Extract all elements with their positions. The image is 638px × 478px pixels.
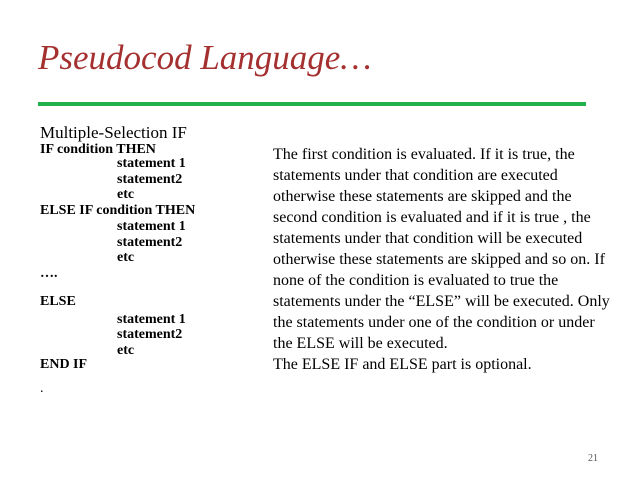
code-line: END IF xyxy=(40,357,88,372)
code-line: statement 1 xyxy=(117,312,186,327)
code-line: etc xyxy=(117,343,135,358)
section-heading: Multiple-Selection IF xyxy=(40,123,187,142)
code-line: statement 1 xyxy=(117,156,186,171)
explanation-paragraph: The first condition is evaluated. If it is true, the statements under that condition are executed otherwise these statements are skipped and the second condition is evaluated and if it is true , the statements under that condition will be executed otherwise these statements are skipped and so on. If none of the condition is evaluated to true the statements under the “ELSE” will be executed. Only the statements under one of the condition or under the ELSE will be executed. xyxy=(273,146,610,352)
code-line: …. xyxy=(40,266,58,281)
slide-title: Pseudocod Language… xyxy=(38,38,372,77)
code-line: statement 1 xyxy=(117,219,186,234)
code-line: statement2 xyxy=(117,235,183,250)
code-line: etc xyxy=(117,250,135,265)
code-line: statement2 xyxy=(117,172,183,187)
code-line: ELSE xyxy=(40,294,76,309)
explanation-text xyxy=(273,144,613,375)
code-line: IF condition THEN xyxy=(40,142,156,157)
title-underline xyxy=(38,102,586,106)
code-line: . xyxy=(40,381,44,396)
code-line: statement2 xyxy=(117,327,183,342)
code-line: ELSE IF condition THEN xyxy=(40,203,196,218)
page-number: 21 xyxy=(588,453,598,464)
code-line: etc xyxy=(117,187,135,202)
optional-note: The ELSE IF and ELSE part is optional. xyxy=(273,356,532,373)
